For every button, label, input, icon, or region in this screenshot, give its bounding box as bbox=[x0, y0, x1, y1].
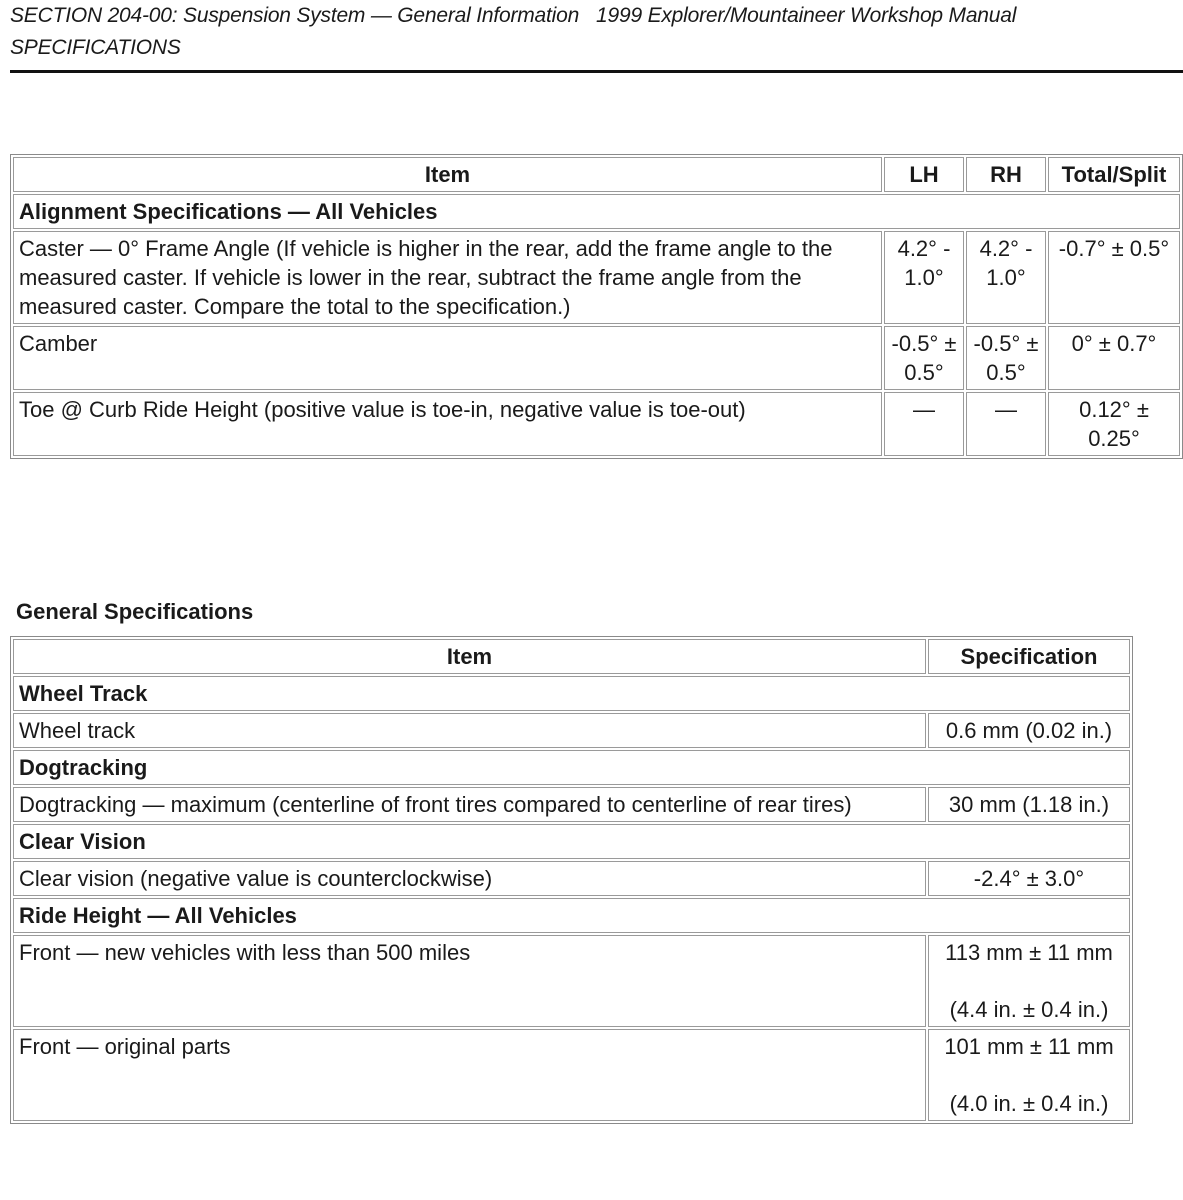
table-row bbox=[13, 231, 1180, 324]
alignment-specs-table bbox=[10, 154, 1183, 459]
group-row bbox=[13, 194, 1180, 229]
table-row bbox=[13, 392, 1180, 456]
table-row bbox=[13, 713, 1130, 748]
item-cell: Wheel track bbox=[13, 713, 926, 748]
general-specs-table bbox=[10, 636, 1133, 1124]
group-title-ride-height: Ride Height — All Vehicles bbox=[13, 898, 1130, 933]
rh-cell: 4.2° - 1.0° bbox=[966, 231, 1046, 324]
lh-cell: 4.2° - 1.0° bbox=[884, 231, 964, 324]
manual-title: 1999 Explorer/Mountaineer Workshop Manual bbox=[596, 4, 1017, 27]
group-title-alignment: Alignment Specifications — All Vehicles bbox=[13, 194, 1180, 229]
item-cell: Clear vision (negative value is counterclockwise) bbox=[13, 861, 926, 896]
table-row bbox=[13, 326, 1180, 390]
rh-cell: -0.5° ± 0.5° bbox=[966, 326, 1046, 390]
total-cell: 0.12° ± 0.25° bbox=[1048, 392, 1180, 456]
column-header-lh: LH bbox=[884, 157, 964, 192]
item-cell: Front — original parts bbox=[13, 1029, 926, 1121]
rh-cell: — bbox=[966, 392, 1046, 456]
column-header-specification: Specification bbox=[928, 639, 1130, 674]
spec-gap bbox=[934, 967, 1124, 995]
group-title-wheel-track: Wheel Track bbox=[13, 676, 1130, 711]
group-title-clear-vision: Clear Vision bbox=[13, 824, 1130, 859]
spec-cell bbox=[928, 1029, 1130, 1121]
group-row bbox=[13, 898, 1130, 933]
spec-imperial: (4.4 in. ± 0.4 in.) bbox=[949, 997, 1109, 1022]
group-title-dogtracking: Dogtracking bbox=[13, 750, 1130, 785]
header-line-1 bbox=[10, 0, 1016, 32]
column-header-item: Item bbox=[13, 157, 882, 192]
item-cell: Caster — 0° Frame Angle (If vehicle is higher in the rear, add the frame angle to the measured caster. If vehicle is lower in the rear, subtract the frame angle from the measured caster. Compare the total to the specification.) bbox=[13, 231, 882, 324]
table-header-row bbox=[13, 157, 1180, 192]
spec-gap bbox=[934, 1061, 1124, 1089]
group-row bbox=[13, 750, 1130, 785]
column-header-item: Item bbox=[13, 639, 926, 674]
spec-cell: -2.4° ± 3.0° bbox=[928, 861, 1130, 896]
section-title: SECTION 204-00: Suspension System — General Information bbox=[10, 4, 580, 27]
column-header-total: Total/Split bbox=[1048, 157, 1180, 192]
general-specs-title: General Specifications bbox=[16, 599, 254, 624]
item-cell: Front — new vehicles with less than 500 miles bbox=[13, 935, 926, 1027]
table-row bbox=[13, 787, 1130, 822]
spec-cell bbox=[928, 935, 1130, 1027]
lh-cell: -0.5° ± 0.5° bbox=[884, 326, 964, 390]
header-subtitle: SPECIFICATIONS bbox=[10, 36, 181, 59]
header-divider bbox=[10, 70, 1183, 73]
table-row bbox=[13, 861, 1130, 896]
total-cell: -0.7° ± 0.5° bbox=[1048, 231, 1180, 324]
table-row bbox=[13, 1029, 1130, 1121]
spec-imperial: (4.0 in. ± 0.4 in.) bbox=[949, 1091, 1109, 1116]
column-header-rh: RH bbox=[966, 157, 1046, 192]
total-cell: 0° ± 0.7° bbox=[1048, 326, 1180, 390]
spec-metric: 113 mm ± 11 mm bbox=[945, 940, 1113, 965]
spec-cell: 0.6 mm (0.02 in.) bbox=[928, 713, 1130, 748]
item-cell: Dogtracking — maximum (centerline of front tires compared to centerline of rear tires) bbox=[13, 787, 926, 822]
group-row bbox=[13, 824, 1130, 859]
group-row bbox=[13, 676, 1130, 711]
spec-metric: 101 mm ± 11 mm bbox=[944, 1034, 1114, 1059]
table-header-row bbox=[13, 639, 1130, 674]
lh-cell: — bbox=[884, 392, 964, 456]
spec-cell: 30 mm (1.18 in.) bbox=[928, 787, 1130, 822]
table-row bbox=[13, 935, 1130, 1027]
item-cell: Camber bbox=[13, 326, 882, 390]
page-header bbox=[10, 0, 1016, 64]
item-cell: Toe @ Curb Ride Height (positive value is toe-in, negative value is toe-out) bbox=[13, 392, 882, 456]
